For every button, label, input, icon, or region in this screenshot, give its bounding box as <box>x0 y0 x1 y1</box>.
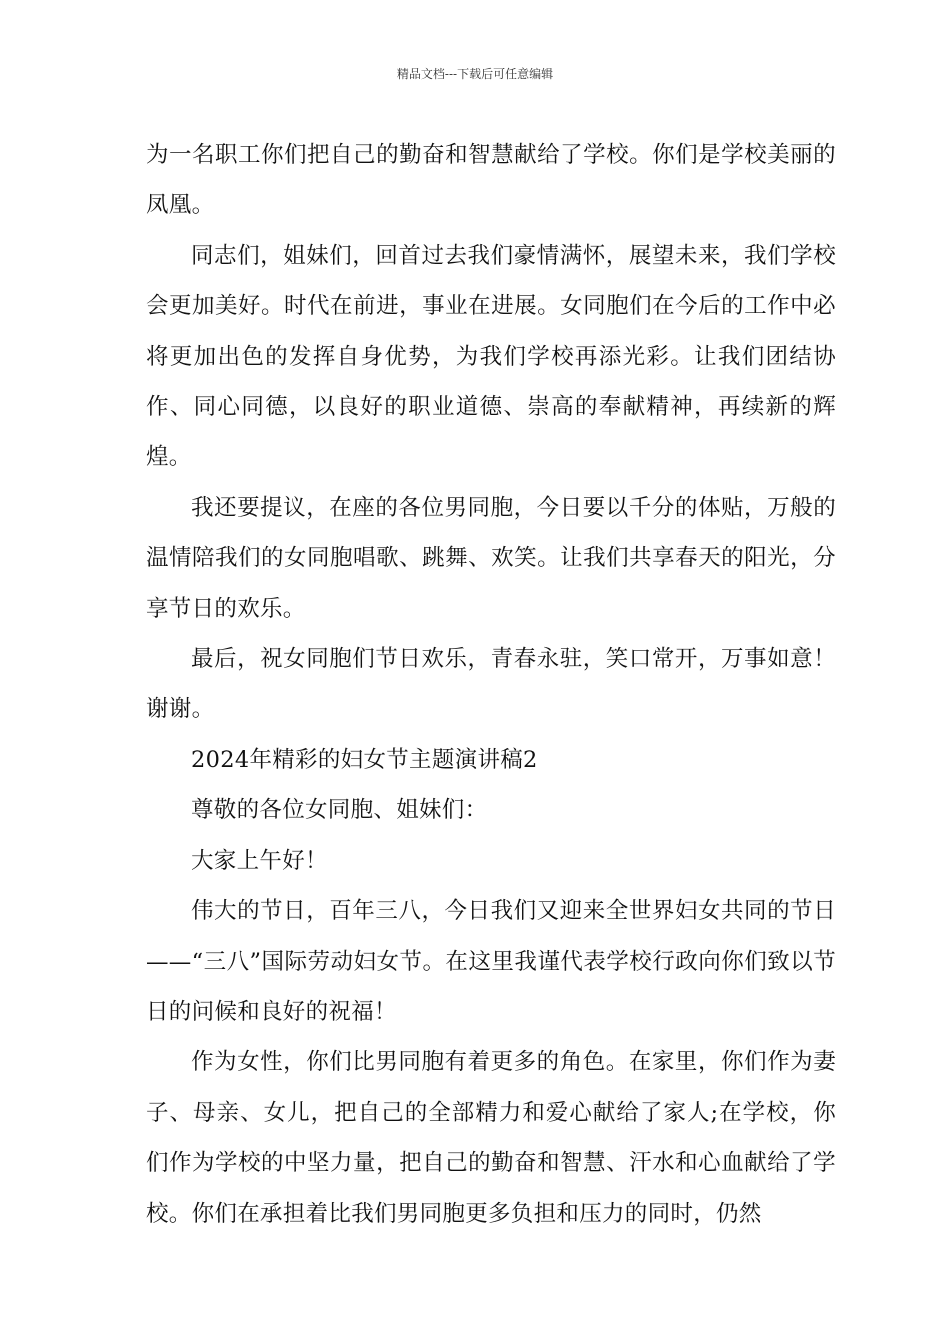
paragraph-4: 最后，祝女同胞们节日欢乐，青春永驻，笑口常开，万事如意！谢谢。 <box>146 646 836 723</box>
salutation: 尊敬的各位女同胞、姐妹们： <box>191 797 488 824</box>
paragraph-1: 为一名职工你们把自己的勤奋和智慧献给了学校。你们是学校美丽的凤凰。 <box>146 142 836 219</box>
document-body <box>146 130 836 1239</box>
paragraph-6: 作为女性，你们比男同胞有着更多的角色。在家里，你们作为妻子、母亲、女儿，把自己的全部精力和爱心献给了家人;在学校，你们作为学校的中坚力量，把自己的勤奋和智慧、汗水和心血献给了学校。你们在承担着比我们男同胞更多负担和压力的同时，仍然 <box>146 1049 836 1227</box>
paragraph-5: 伟大的节日，百年三八，今日我们又迎来全世界妇女共同的节日——“三八”国际劳动妇女节。在这里我谨代表学校行政向你们致以节日的问候和良好的祝福！ <box>146 898 836 1025</box>
paragraph-2: 同志们，姐妹们，回首过去我们豪情满怀，展望未来，我们学校会更加美好。时代在前进，事业在进展。女同胞们在今后的工作中必将更加出色的发挥自身优势，为我们学校再添光彩。让我们团结协作、同心同德，以良好的职业道德、崇高的奉献精神，再续新的辉煌。 <box>146 242 836 471</box>
greeting: 大家上午好！ <box>191 847 328 874</box>
section-title: 2024年精彩的妇女节主题演讲稿2 <box>191 746 538 773</box>
page-header: 精品文档---下载后可任意编辑 <box>396 67 554 81</box>
paragraph-3: 我还要提议，在座的各位男同胞，今日要以千分的体贴，万般的温情陪我们的女同胞唱歌、跳舞、欢笑。让我们共享春天的阳光，分享节日的欢乐。 <box>146 494 836 622</box>
